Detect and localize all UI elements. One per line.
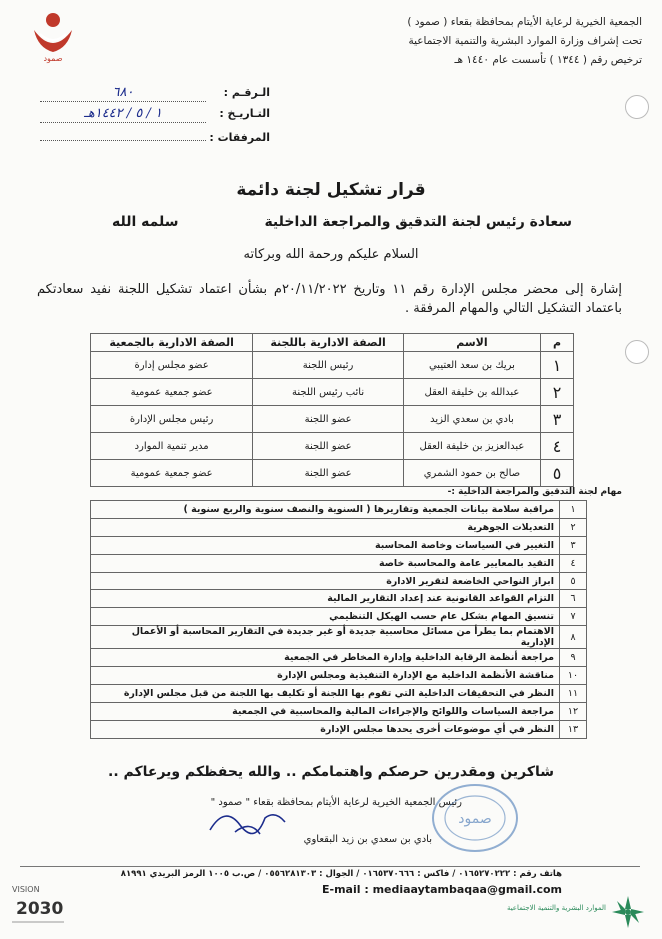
task-text: مناقشة الأنظمة الداخلية مع الإدارة التنفيذية ومجلس الإدارة — [91, 667, 560, 685]
task-num: ٩ — [560, 649, 587, 667]
task-text: ابراز النواحي الخاضعة لتقرير الادارة — [91, 572, 560, 590]
reference-number-value: ٦٨٠ — [40, 85, 206, 102]
task-text: التزام القواعد القانونية عند إعداد التقارير المالية — [91, 590, 560, 608]
reference-attachments-value — [40, 124, 206, 141]
footer-contacts: هاتف رقم : ٠١٦٥٢٧٠٢٢٢ / فاكس : ٠١٦٥٣٧٠٦٦٦ / الجوال : ٠٥٥٦٢٨١٣٠٣ / ص.ب ١٠٠٥ الرمز البريدي ٨١٩٩١ — [120, 869, 562, 879]
list-item — [91, 554, 587, 572]
task-text: تنسيق المهام بشكل عام حسب الهيكل التنظيمي — [91, 608, 560, 626]
task-num: ٤ — [560, 554, 587, 572]
task-text: التعديلات الجوهرية — [91, 518, 560, 536]
task-num: ٦ — [560, 590, 587, 608]
task-num: ٨ — [560, 626, 587, 649]
list-item — [91, 720, 587, 738]
reference-date-row — [40, 103, 270, 124]
association-logo — [28, 8, 78, 66]
letter-addressee: سعادة رئيس لجنة التدقيق والمراجعة الداخلية — [264, 214, 572, 230]
letter-intro: إشارة إلى محضر مجلس الإدارة رقم ١١ وتاريخ ٢٠/١١/٢٠٢٢م بشأن اعتماد تشكيل اللجنة نفيد سعادتكم باعتماد التشكيل التالي والمهام المرفقة . — [37, 282, 622, 316]
task-num: ١٢ — [560, 702, 587, 720]
tasks-table — [90, 500, 587, 739]
ministry-name: الموارد البشرية والتنمية الاجتماعية — [506, 904, 606, 912]
member-name: صالح بن حمود الشمري — [403, 460, 540, 487]
association-name: الجمعية الخيرية لرعاية الأيتام بمحافظة بقعاء ( صمود ) — [407, 16, 642, 28]
list-item — [91, 649, 587, 667]
member-committee-role: نائب رئيس اللجنة — [253, 379, 404, 406]
list-item — [91, 608, 587, 626]
member-association-role: عضو مجلس إدارة — [91, 352, 253, 379]
list-item — [91, 702, 587, 720]
license-line: ترخيص رقم ( ١٣٤٤ ) تأسست عام ١٤٤٠ هـ — [454, 54, 642, 66]
official-stamp — [430, 782, 520, 854]
task-text: النظر في التحقيقات الداخلية التي تقوم بها اللجنة أو تكليف بها اللجنة من قبل مجلس الإدارة — [91, 685, 560, 703]
task-text: الاهتمام بما يطرأ من مسائل محاسبية جديدة أو غير جديدة في التقارير المحاسبة أو الأعمال الإدارية — [91, 626, 560, 649]
task-text: التغيير في السياسات وخاصة المحاسبة — [91, 536, 560, 554]
punch-hole-top — [625, 95, 649, 119]
table-row — [91, 352, 574, 379]
member-committee-role: عضو اللجنة — [253, 433, 404, 460]
task-text: مراجعة السياسات واللوائح والإجراءات المالية والمحاسبية في الجمعية — [91, 702, 560, 720]
letter-greeting: السلام عليكم ورحمة الله وبركاته — [243, 247, 419, 262]
member-committee-role: عضو اللجنة — [253, 406, 404, 433]
association-header — [282, 13, 642, 70]
member-num: ٢ — [541, 379, 574, 406]
member-association-role: رئيس مجلس الإدارة — [91, 406, 253, 433]
logo-text: صمود — [43, 54, 63, 63]
task-num: ٧ — [560, 608, 587, 626]
list-item — [91, 667, 587, 685]
signature — [205, 800, 295, 840]
closing-thanks: شاكرين ومقدرين حرصكم واهتمامكم .. والله يحفظكم ويرعاكم .. — [108, 764, 554, 780]
list-item — [91, 685, 587, 703]
task-num: ١١ — [560, 685, 587, 703]
task-text: مراقبة سلامة بيانات الجمعية وتقاريرها ( السنوية والنصف سنوية والربع سنوية ) — [91, 501, 560, 519]
task-text: التقيد بالمعايير عامة والمحاسبة خاصة — [91, 554, 560, 572]
letter-title: قرار تشكيل لجنة دائمة — [236, 180, 426, 200]
reference-attachments-row — [40, 124, 270, 148]
signer-name: بادي بن سعدي بن زيد البقعاوي — [303, 834, 432, 845]
ministry-logo — [506, 890, 660, 935]
task-text: النظر في أي موضوعات أخرى يحدها مجلس الإدارة — [91, 720, 560, 738]
table-row — [91, 406, 574, 433]
reference-block — [40, 82, 270, 148]
task-num: ١ — [560, 501, 587, 519]
vision-2030-logo — [8, 880, 68, 932]
reference-date-value: ١ / ٥ / ١٤٤٢هـ — [40, 106, 206, 123]
stamp-text: صمود — [458, 811, 492, 827]
letter-salutation: سلمه الله — [112, 214, 179, 230]
member-num: ٥ — [541, 460, 574, 487]
members-table — [90, 333, 574, 487]
task-num: ٣ — [560, 536, 587, 554]
reference-number-label: الـرقـم : — [223, 86, 270, 99]
member-name: عبدالله بن خليفة العقل — [403, 379, 540, 406]
member-num: ٤ — [541, 433, 574, 460]
task-num: ٢ — [560, 518, 587, 536]
list-item — [91, 501, 587, 519]
list-item — [91, 518, 587, 536]
member-association-role: مدير تنمية الموارد — [91, 433, 253, 460]
reference-attachments-label: المرفقات : — [209, 131, 270, 144]
reference-date-label: التـاريـخ : — [219, 107, 270, 120]
member-association-role: عضو جمعية عمومية — [91, 379, 253, 406]
punch-hole-middle — [625, 340, 649, 364]
members-table-header — [91, 334, 574, 352]
footer-email: E-mail : mediaaytambaqaa@gmail.com — [322, 883, 562, 896]
task-num: ١٣ — [560, 720, 587, 738]
signer-title: رئيس الجمعية الخيرية لرعاية الأيتام بمحافظة بقعاء " صمود " — [210, 797, 462, 808]
vision-label: VISION — [12, 885, 40, 894]
table-row — [91, 379, 574, 406]
list-item — [91, 590, 587, 608]
task-num: ٥ — [560, 572, 587, 590]
header-association-role: الصفة الادارية بالجمعية — [91, 334, 253, 352]
tasks-title: مهام لجنة التدقيق والمراجعة الداخلية :- — [447, 487, 622, 497]
task-text: مراجعة أنظمة الرقابة الداخلية وإدارة المخاطر في الجمعية — [91, 649, 560, 667]
member-name: بريك بن سعد العتيبي — [403, 352, 540, 379]
reference-number-row — [40, 82, 270, 103]
member-committee-role: رئيس اللجنة — [253, 352, 404, 379]
list-item — [91, 572, 587, 590]
supervision-line: تحت إشراف وزارة الموارد البشرية والتنمية الاجتماعية — [408, 35, 642, 47]
task-num: ١٠ — [560, 667, 587, 685]
table-row — [91, 460, 574, 487]
list-item — [91, 536, 587, 554]
header-committee-role: الصفة الادارية باللجنة — [253, 334, 404, 352]
header-num: م — [541, 334, 574, 352]
table-row — [91, 433, 574, 460]
member-name: عبدالعزيز بن خليفة العقل — [403, 433, 540, 460]
member-association-role: عضو جمعية عمومية — [91, 460, 253, 487]
vision-year: 2030 — [16, 899, 64, 919]
member-num: ١ — [541, 352, 574, 379]
header-name: الاسم — [403, 334, 540, 352]
list-item — [91, 626, 587, 649]
member-committee-role: عضو اللجنة — [253, 460, 404, 487]
member-num: ٣ — [541, 406, 574, 433]
member-name: بادي بن سعدي الزيد — [403, 406, 540, 433]
